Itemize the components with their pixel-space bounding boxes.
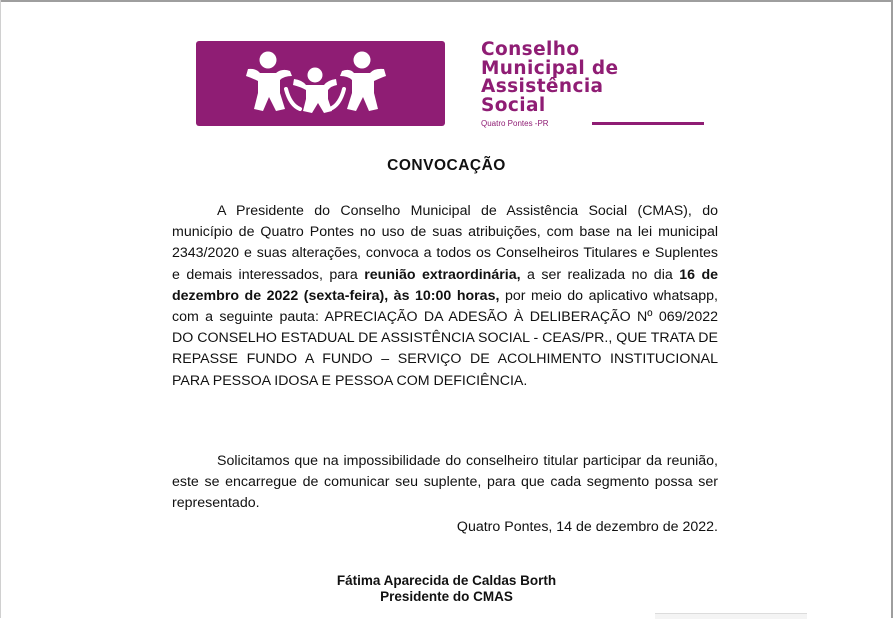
signature-block [0,573,893,605]
signer-name: Fátima Aparecida de Caldas Borth [336,573,557,588]
logo-wordmark [481,41,619,115]
logo-line-2: Municipal de [481,57,619,79]
page-edge-shadow [655,613,807,619]
meeting-type: reunião extraordinária, [364,266,521,283]
window-left-border [0,0,1,618]
paragraph1-text-c: por meio do aplicativo whatsapp, com a seguinte pauta: APRECIAÇÃO DA ADESÃO À DELIBERAÇÃO Nº 069/2022 DO CONSELHO ESTADUAL DE ASSISTÊNCIA SOCIAL - CEAS/PR., QUE TRATA DE REPASSE FUNDO A FUNDO – SERVIÇO DE ACOLHIMENTO INSTITUCIONAL PARA PESSOA IDOSA E PESSOA COM DEFICIÊNCIA. [172,287,718,389]
paragraph1-text-b: a ser realizada no dia [520,266,680,283]
logo-line-1: Conselho [481,39,580,60]
logo-line-4: Social [481,94,546,116]
logo-underline [592,122,704,125]
logo-emblem [196,41,445,126]
meeting-datetime: 16 de dezembro de 2022 (sexta-feira), às 10:00 horas, [172,266,719,304]
logo-line-3: Assistência [481,76,604,97]
convocation-paragraph [172,201,718,392]
people-holding-hands-icon [242,49,392,119]
signer-role: Presidente do CMAS [380,589,513,604]
document-title: CONVOCAÇÃO [387,157,506,174]
window-top-border [0,0,893,2]
place-date: Quatro Pontes, 14 de dezembro de 2022. [456,519,718,535]
paragraph1-text-a: A Presidente do Conselho Municipal de Assistência Social (CMAS), do município de Quatro Pontes no uso de suas atribuições, com base na lei municipal 2343/2020 e suas alterações, convoca a todos os Conselheiros Titulares e Suplentes e demais interessados, para [172,203,718,283]
logo-city: Quatro Pontes -PR [481,119,549,128]
request-paragraph: Solicitamos que na impossibilidade do conselheiro titular participar da reunião, este se encarregue de comunicar seu suplente, para que cada segmento possa ser representado. [172,453,718,512]
